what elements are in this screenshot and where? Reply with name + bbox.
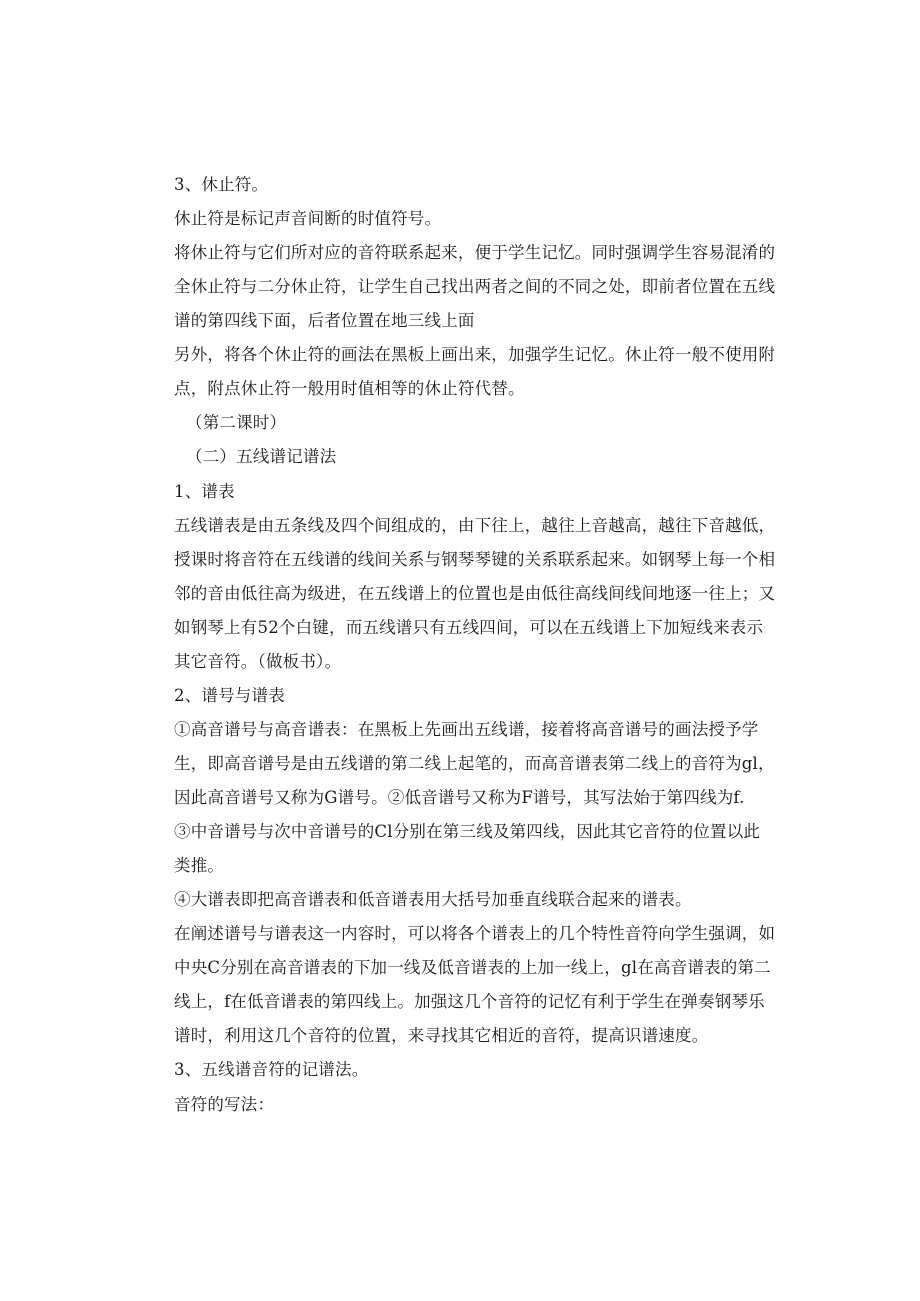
paragraph-line: ④大谱表即把高音谱表和低音谱表用大括号加垂直线联合起来的谱表。 <box>174 890 692 909</box>
paragraph-line: 将休止符与它们所对应的音符联系起来，便于学生记忆。同时强调学生容易混淆的 <box>174 243 776 262</box>
paragraph-line: 音符的写法： <box>174 1095 275 1114</box>
paragraph-line: 另外，将各个休止符的画法在黑板上画出来，加强学生记忆。休止符一般不使用附 <box>174 345 776 364</box>
section-heading-notation: （二）五线谱记谱法 <box>186 447 337 466</box>
paragraph-line: 生，即高音谱号是由五线谱的第二线上起笔的，而高音谱表第二线上的音符为gl， <box>174 754 775 773</box>
paragraph-line: 谱的第四线下面，后者位置在地三线上面 <box>174 311 475 330</box>
paragraph-line: 授课时将音符在五线谱的线间关系与钢琴琴键的关系联系起来。如钢琴上每一个相 <box>174 550 776 569</box>
paragraph-line: 点，附点休止符一般用时值相等的休止符代替。 <box>174 379 525 398</box>
paragraph-line: 因此高音谱号又称为G谱号。②低音谱号又称为F谱号，其写法始于第四线为f. <box>174 788 745 807</box>
paragraph-line: 类推。 <box>174 856 225 875</box>
paragraph-line: 中央C分别在高音谱表的下加一线及低音谱表的上加一线上，gl在高音谱表的第二 <box>174 958 771 977</box>
paragraph-line: 休止符是标记声音间断的时值符号。 <box>174 209 442 228</box>
paragraph-line: ①高音谱号与高音谱表：在黑板上先画出五线谱，接着将高音谱号的画法授予学 <box>174 720 759 739</box>
paragraph-line: 其它音符。（做板书）。 <box>174 652 342 671</box>
paragraph-line: 全休止符与二分休止符，让学生自己找出两者之间的不同之处，即前者位置在五线 <box>174 277 776 296</box>
paragraph-line: 五线谱表是由五条线及四个间组成的，由下往上，越往上音越高，越往下音越低， <box>174 516 776 535</box>
paragraph-line: 线上，f在低音谱表的第四线上。加强这几个音符的记忆有利于学生在弹奏钢琴乐 <box>174 992 765 1011</box>
lesson-label: （第二课时） <box>186 413 287 432</box>
section-heading-clefs: 2、谱号与谱表 <box>174 686 285 705</box>
section-heading-staff: 1、谱表 <box>174 482 235 501</box>
paragraph-line: 谱时，利用这几个音符的位置，来寻找其它相近的音符，提高识谱速度。 <box>174 1026 709 1045</box>
paragraph-line: 如钢琴上有52个白键，而五线谱只有五线四间，可以在五线谱上下加短线来表示 <box>174 618 764 637</box>
paragraph-line: 在阐述谱号与谱表这一内容时，可以将各个谱表上的几个特性音符向学生强调，如 <box>174 924 776 943</box>
paragraph-line: 邻的音由低往高为级进，在五线谱上的位置也是由低往高线间线间地逐一往上；又 <box>174 584 776 603</box>
section-heading-rests: 3、休止符。 <box>174 175 269 194</box>
section-heading-note-writing: 3、五线谱音符的记谱法。 <box>174 1060 369 1079</box>
paragraph-line: ③中音谱号与次中音谱号的Cl分别在第三线及第四线，因此其它音符的位置以此 <box>174 822 761 841</box>
